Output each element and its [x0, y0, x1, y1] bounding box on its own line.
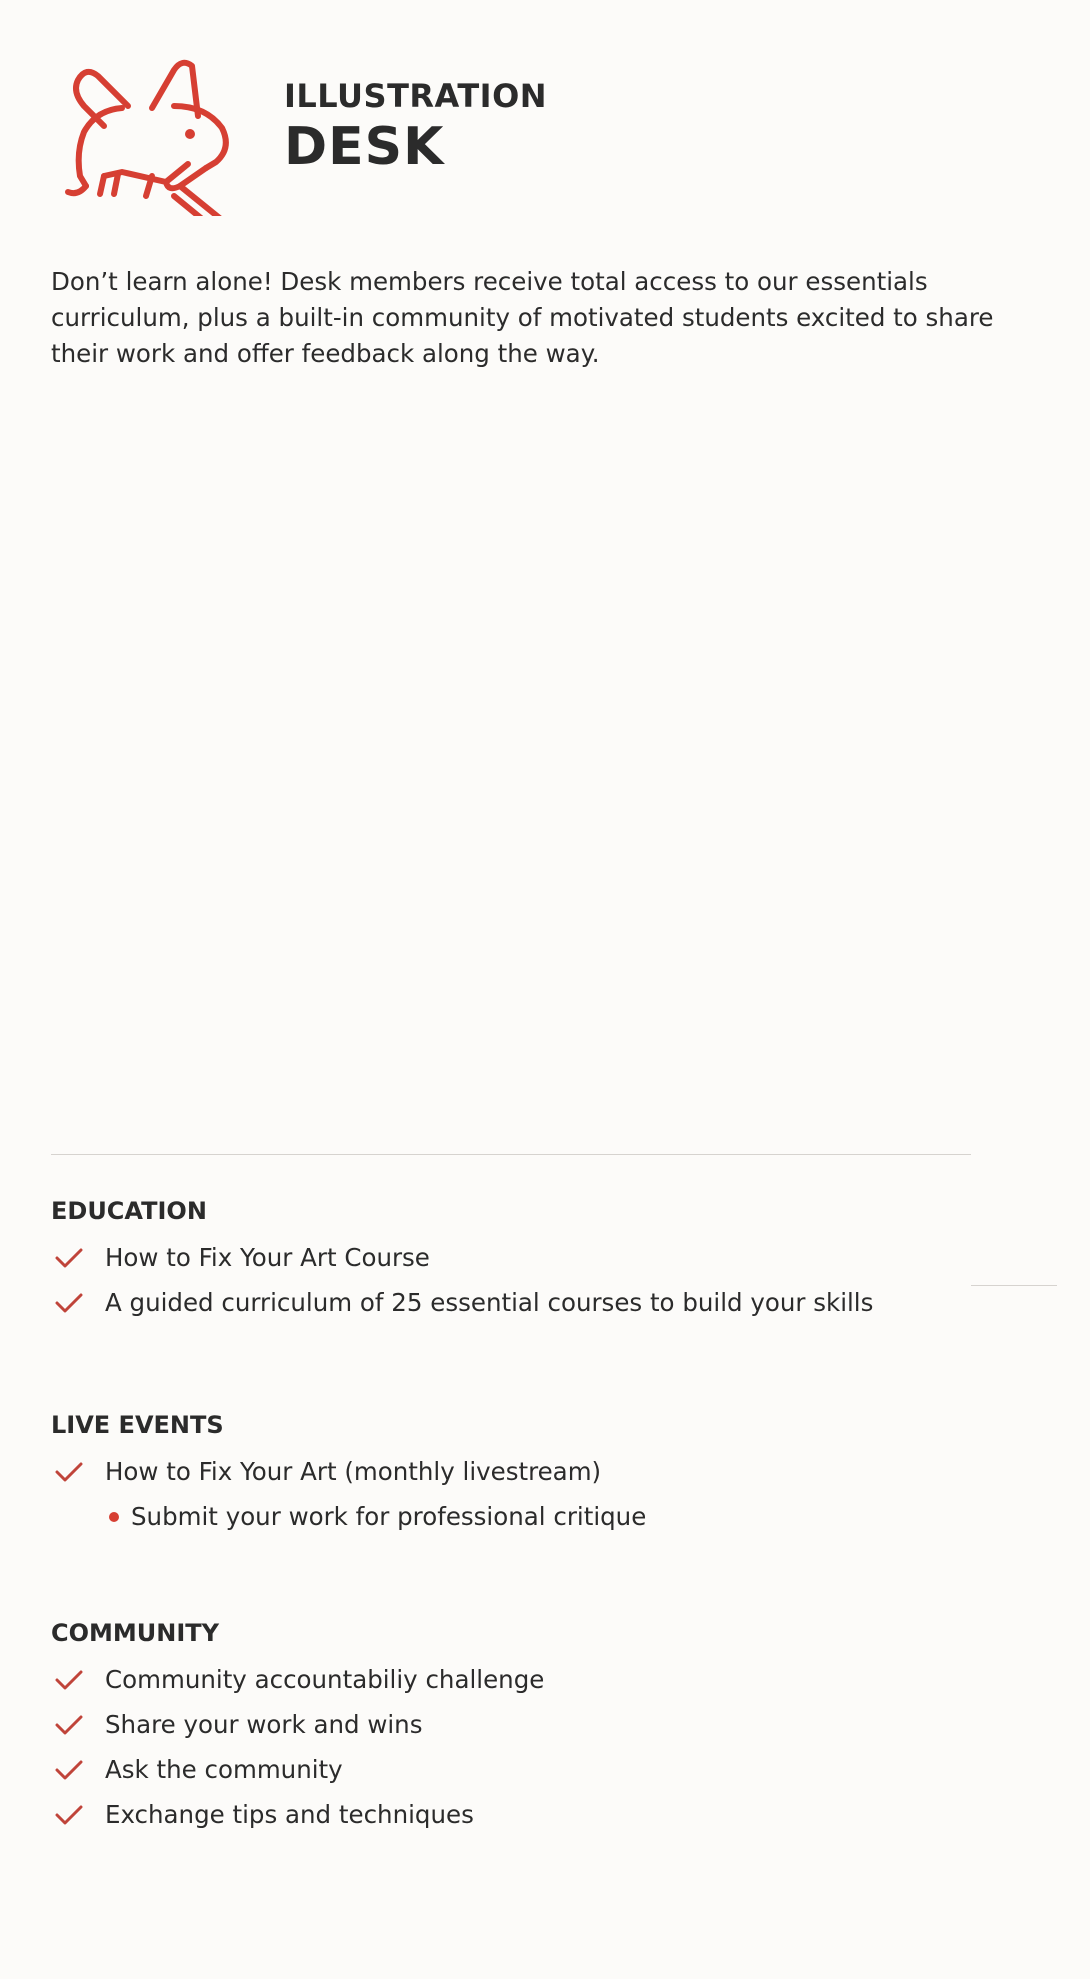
brand-title-top: ILLUSTRATION: [284, 77, 548, 115]
sub-list-item: [51, 1489, 1031, 1544]
check-icon: [55, 1804, 83, 1826]
list-item-label: How to Fix Your Art Course: [105, 1243, 430, 1272]
check-icon: [55, 1669, 83, 1691]
header: [56, 36, 1056, 216]
list-item-label: Exchange tips and techniques: [105, 1800, 474, 1829]
bullet-dot-icon: [109, 1512, 119, 1522]
check-icon: [55, 1247, 83, 1269]
section-education: [51, 1194, 1031, 1330]
brand-title-main: DESK: [284, 117, 445, 177]
section-live-events: [51, 1408, 1031, 1544]
divider: [51, 1154, 971, 1155]
rabbit-logo-icon[interactable]: [56, 36, 236, 216]
check-icon: [55, 1714, 83, 1736]
list-item-label: A guided curriculum of 25 essential courses to build your skills: [105, 1288, 874, 1317]
check-icon: [55, 1292, 83, 1314]
list-item: [51, 1275, 1031, 1330]
section-community: [51, 1616, 1031, 1842]
list-item-label: How to Fix Your Art (monthly livestream): [105, 1457, 602, 1486]
list-item: [51, 1787, 1031, 1842]
brand-title: [284, 76, 547, 178]
list-item-label: Community accountabiliy challenge: [105, 1665, 545, 1694]
check-icon: [55, 1759, 83, 1781]
section-title-live-events: LIVE EVENTS: [51, 1411, 224, 1439]
list-item-label: Ask the community: [105, 1755, 343, 1784]
list-item-label: Share your work and wins: [105, 1710, 423, 1739]
sub-list-item-label: Submit your work for professional critique: [131, 1502, 647, 1531]
section-title-community: COMMUNITY: [51, 1619, 220, 1647]
section-title-education: EDUCATION: [51, 1197, 207, 1225]
check-icon: [55, 1461, 83, 1483]
intro-paragraph: Don’t learn alone! Desk members receive total access to our essentials curriculum, plus a built-in community of motivated students excited to share their work and offer feedback along the way.: [51, 267, 994, 368]
